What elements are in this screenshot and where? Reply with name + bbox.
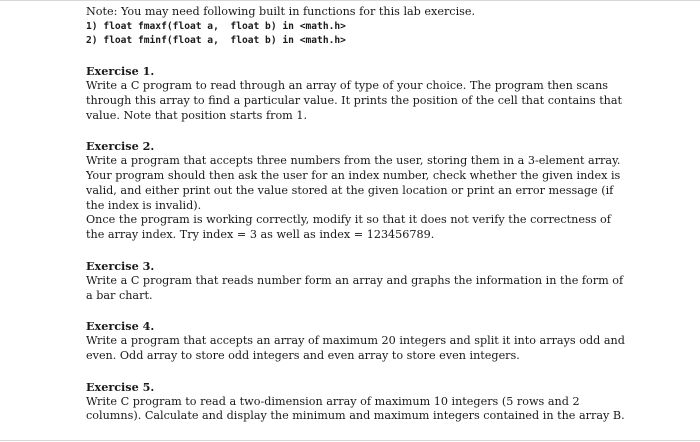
- exercise-2: [86, 139, 631, 243]
- top-edge-divider: [0, 0, 700, 1]
- exercise-2-followup: Once the program is working correctly, modify it so that it does not verify the correctness of the array index. Try index = 3 as well as index = 123456789.: [86, 213, 611, 242]
- note-intro: Note: You may need following built in functions for this lab exercise.: [86, 5, 476, 18]
- exercise-4: [86, 319, 631, 363]
- exercise-5-text: Write C program to read a two-dimension array of maximum 10 integers (5 rows and 2 columns). Calculate and display the minimum and maximum integers contained in the array B.: [86, 394, 625, 423]
- lab-exercise-content: [86, 5, 631, 424]
- exercise-1: [86, 64, 631, 123]
- exercise-2-title: Exercise 2.: [86, 139, 155, 154]
- bottom-edge-divider: [0, 440, 700, 441]
- exercise-3: [86, 259, 631, 303]
- exercise-3-title: Exercise 3.: [86, 258, 155, 273]
- exercise-5-title: Exercise 5.: [86, 379, 155, 394]
- function-fmaxf: 1) float fmaxf(float a, float b) in <math.h>: [86, 20, 346, 32]
- exercise-1-text: Write a C program to read through an array of type of your choice. The program then scans through this array to find a particular value. It prints the position of the cell that contains that value. Note that position starts from 1.: [86, 79, 623, 122]
- exercise-4-title: Exercise 4.: [86, 319, 155, 334]
- exercise-3-text: Write a C program that reads number form an array and graphs the information in the form of a bar chart.: [86, 273, 624, 302]
- exercise-5: [86, 380, 631, 424]
- function-fminf: 2) float fminf(float a, float b) in <math.h>: [86, 35, 346, 46]
- exercise-1-title: Exercise 1.: [86, 64, 155, 79]
- exercise-2-text: Write a program that accepts three numbers from the user, storing them in a 3-element array. Your program should then ask the user for an index number, check whether the given index is valid, and either print out the value stored at the given location or print an error message (if the index is invalid).: [86, 154, 621, 212]
- exercise-4-text: Write a program that accepts an array of maximum 20 integers and split it into arrays odd and even. Odd array to store odd integers and even array to store even integers.: [86, 334, 625, 362]
